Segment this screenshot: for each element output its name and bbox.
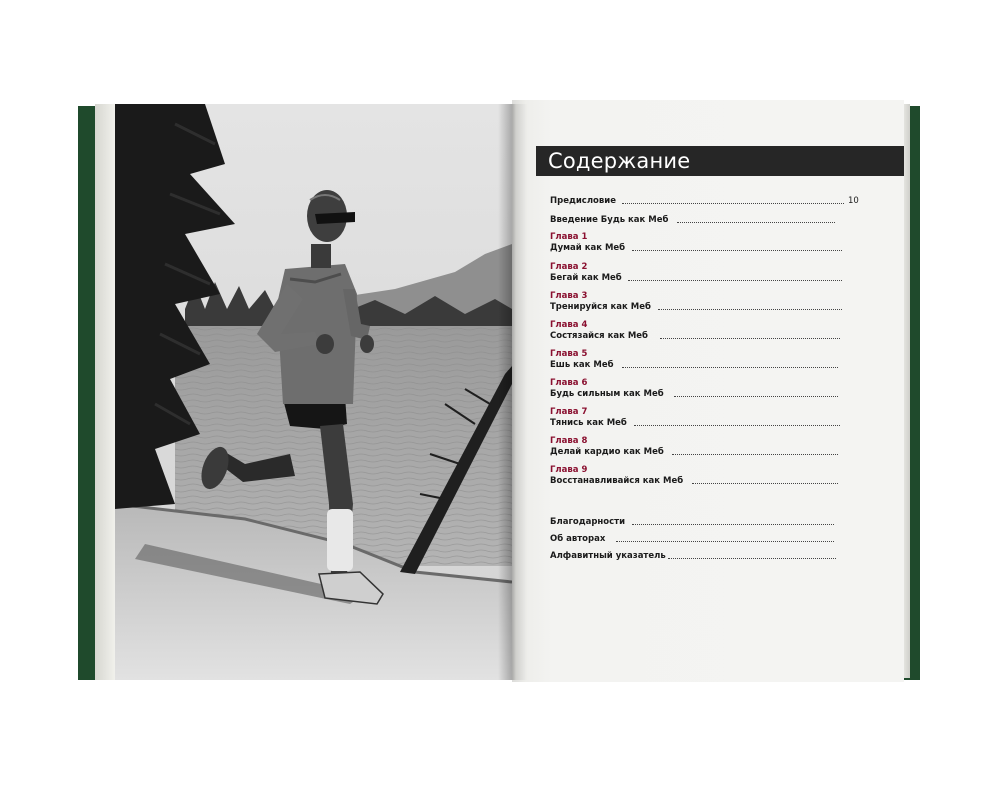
toc-entry-acknowledgements[interactable] [550, 517, 850, 534]
toc-entry-chapter-2[interactable] [550, 262, 850, 291]
chapter-number: Глава 2 [550, 262, 588, 272]
dot-leader [658, 309, 842, 310]
runner-photo [115, 104, 512, 680]
chapter-number: Глава 3 [550, 291, 588, 301]
toc-entry-chapter-1[interactable] [550, 232, 850, 262]
toc-entry-label: Об авторах [550, 534, 606, 544]
toc-entry-chapter-6[interactable] [550, 378, 850, 407]
dot-leader [628, 280, 842, 281]
toc-title-bar [536, 146, 904, 176]
toc-entry-label: Благодарности [550, 517, 626, 527]
chapter-number: Глава 5 [550, 349, 588, 359]
chapter-title: Будь сильным как Меб [550, 389, 664, 399]
chapter-title: Думай как Меб [550, 243, 626, 253]
chapter-number: Глава 6 [550, 378, 588, 388]
table-of-contents [550, 196, 859, 568]
chapter-number: Глава 7 [550, 407, 588, 417]
toc-entry-chapter-4[interactable] [550, 320, 850, 349]
dot-leader [660, 338, 840, 339]
toc-entry-label: Алфавитный указатель [550, 551, 666, 561]
dot-leader [692, 483, 838, 484]
chapter-number: Глава 1 [550, 232, 588, 242]
chapter-title: Тянись как Меб [550, 418, 627, 428]
page-number: 10 [848, 196, 859, 206]
dot-leader [622, 367, 838, 368]
chapter-title: Восстанавливайся как Меб [550, 476, 684, 486]
dot-leader [634, 425, 840, 426]
toc-entry-chapter-8[interactable] [550, 436, 850, 465]
page-title: Содержание [548, 149, 691, 173]
toc-entry-preface[interactable] [550, 196, 859, 215]
chapter-number: Глава 4 [550, 320, 588, 330]
toc-entry-intro[interactable] [550, 215, 850, 232]
chapter-title: Состязайся как Меб [550, 331, 648, 341]
dot-leader [674, 396, 838, 397]
page-edges [95, 104, 115, 680]
dot-leader [668, 558, 836, 559]
toc-entry-chapter-5[interactable] [550, 349, 850, 378]
chapter-number: Глава 8 [550, 436, 588, 446]
dot-leader [632, 250, 842, 251]
chapter-title: Тренируйся как Меб [550, 302, 651, 312]
toc-entry-label: Введение Будь как Меб [550, 215, 669, 225]
toc-entry-chapter-9[interactable] [550, 465, 850, 517]
toc-entry-about-authors[interactable] [550, 534, 850, 551]
dot-leader [677, 222, 835, 223]
toc-entry-chapter-7[interactable] [550, 407, 850, 436]
chapter-title: Ешь как Меб [550, 360, 614, 370]
dot-leader [632, 524, 834, 525]
dot-leader [616, 541, 834, 542]
dot-leader [622, 203, 844, 204]
dot-leader [672, 454, 838, 455]
chapter-title: Делай кардио как Меб [550, 447, 664, 457]
chapter-title: Бегай как Меб [550, 273, 622, 283]
contents-page [512, 100, 904, 682]
toc-entry-index[interactable] [550, 551, 850, 568]
chapter-number: Глава 9 [550, 465, 588, 475]
toc-entry-label: Предисловие [550, 196, 616, 206]
photo-page [115, 104, 512, 680]
toc-entry-chapter-3[interactable] [550, 291, 850, 320]
